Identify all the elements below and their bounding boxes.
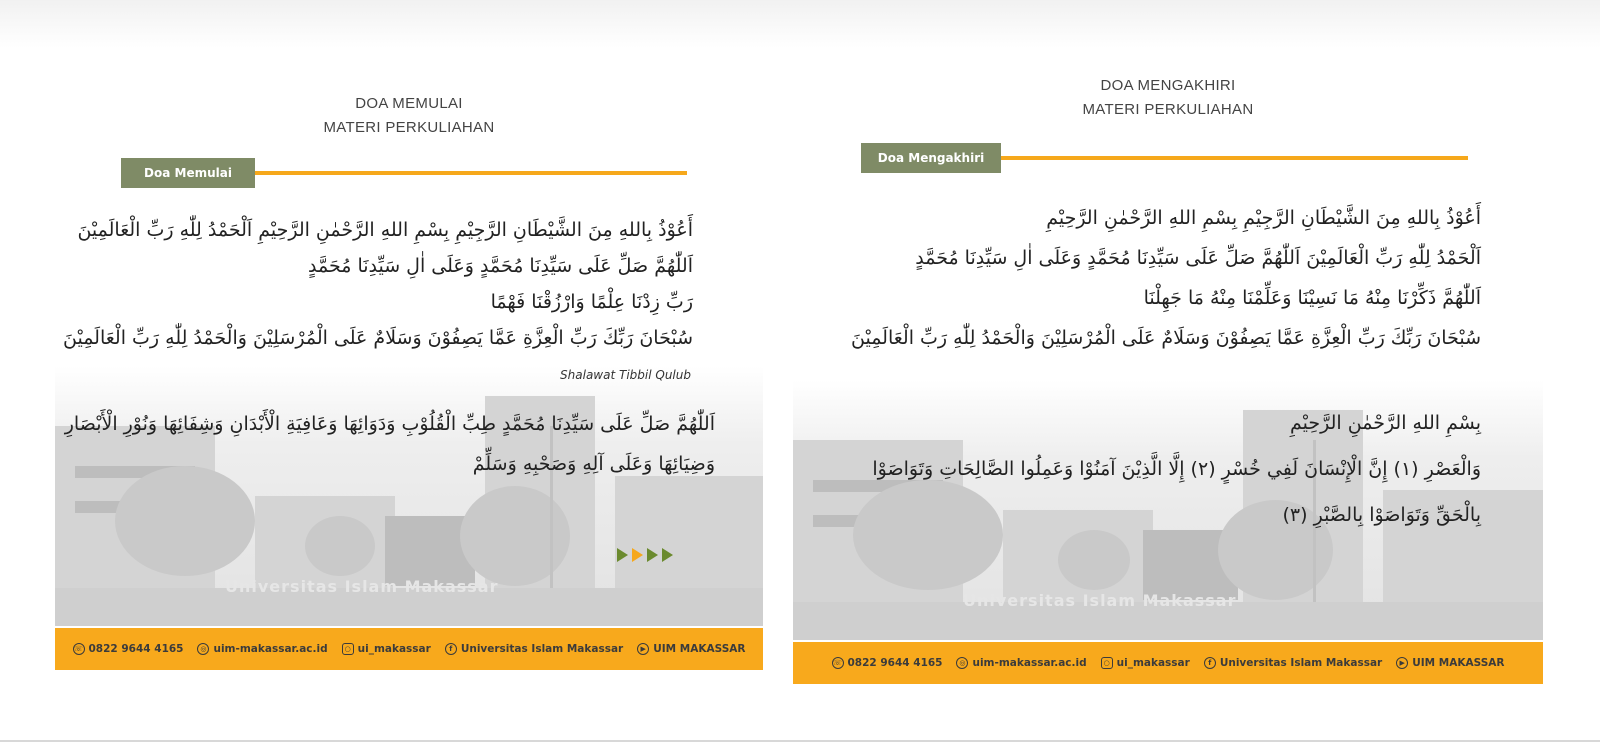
surah-line: وَالْعَصْرِ (١) إِنَّ الْإِنْسَانَ لَفِي خُسْرٍ (٢) إِلَّا الَّذِيْنَ آمَنُوْا وَعَمِلُوا الصَّالِحَاتِ وَتَوَاصَوْا [872,458,1481,480]
bottom-divider [0,740,1600,742]
instagram-text: ui_makassar [1116,657,1190,669]
doa-memulai-text [63,212,693,356]
shalawat-line: وَضِيَائِهَا وَعَلَى آلِهِ وَصَحْبِهِ وَسَلِّمْ [472,453,715,475]
arabic-line: أَعُوْذُ بِاللهِ مِنَ الشَّيْطَانِ الرَّجِيْمِ بِسْمِ اللهِ الرَّحْمٰنِ الرَّحِيْمِ [1046,207,1481,229]
footer-phone[interactable] [73,643,184,655]
arabic-line: اَللّٰهُمَّ صَلِّ عَلَى سَيِّدِنَا مُحَمَّدٍ وَعَلَى اٰلِ سَيِّدِنَا مُحَمَّدٍ [308,255,693,277]
facebook-text: Universitas Islam Makassar [460,643,624,655]
footer-youtube[interactable] [1396,657,1504,669]
page-title [55,92,763,140]
arrow-icon [647,548,658,562]
arrow-icon [632,548,643,562]
arabic-line: سُبْحَانَ رَبِّكَ رَبِّ الْعِزَّةِ عَمَّا يَصِفُوْنَ وَسَلَامٌ عَلَى الْمُرْسَلِيْنَ وَالْحَمْدُ لِلّٰهِ رَبِّ الْعَالَمِيْنَ [63,327,693,349]
title-line-2: MATERI PERKULIAHAN [323,119,495,136]
surah-line: بِسْمِ اللهِ الرَّحْمٰنِ الرَّحِيْمِ [1290,412,1481,434]
arrow-icon [662,548,673,562]
globe-icon: ◎ [197,643,209,655]
shalawat-line: اَللّٰهُمَّ صَلِّ عَلَى سَيِّدِنَا مُحَمَّدٍ طِبِّ الْقُلُوْبِ وَدَوَائِهَا وَعَافِيَةِ الْأَبْدَانِ وَشِفَائِهَا وَنُوْرِ الْأَبْصَارِ [64,413,715,435]
page-title [793,74,1543,122]
doa-memulai-card [55,70,763,670]
instagram-text: ui_makassar [357,643,431,655]
title-line-1: DOA MENGAKHIRI [1100,77,1236,94]
shalawat-subtitle: Shalawat Tibbil Qulub [560,368,691,382]
footer-phone[interactable] [832,657,943,669]
footer-website[interactable] [197,643,327,655]
campus-label: Universitas Islam Makassar [963,591,1237,610]
contact-footer [793,642,1543,684]
doa-mengakhiri-card [793,52,1543,684]
footer-instagram[interactable] [1101,657,1190,669]
arabic-line: اَللّٰهُمَّ ذَكِّرْنَا مِنْهُ مَا نَسِيْنَا وَعَلِّمْنَا مِنْهُ مَا جَهِلْنَا [1143,287,1481,309]
title-line-1: DOA MEMULAI [355,95,463,112]
arabic-line: أَعُوْذُ بِاللهِ مِنَ الشَّيْطَانِ الرَّجِيْمِ بِسْمِ اللهِ الرَّحْمٰنِ الرَّحِيْمِ اَلْحَمْدُ لِلّٰهِ رَبِّ الْعَالَمِيْنَ [77,219,693,241]
website-text: uim-makassar.ac.id [213,643,328,655]
tag-divider-line [245,171,687,175]
instagram-icon: ○ [1101,657,1113,669]
footer-facebook[interactable] [445,643,623,655]
globe-icon: ◎ [956,657,968,669]
top-bar [0,0,1600,48]
phone-text: 0822 9644 4165 [847,657,943,669]
decorative-arrows [617,548,673,562]
youtube-text: UIM MAKASSAR [653,643,746,655]
tag-doa-mengakhiri: Doa Mengakhiri [861,143,1001,173]
contact-footer [55,628,763,670]
arrow-icon [617,548,628,562]
tag-divider-line [988,156,1468,160]
arabic-line: سُبْحَانَ رَبِّكَ رَبِّ الْعِزَّةِ عَمَّا يَصِفُوْنَ وَسَلَامٌ عَلَى الْمُرْسَلِيْنَ وَالْحَمْدُ لِلّٰهِ رَبِّ الْعَالَمِيْنَ [851,327,1481,349]
facebook-icon: f [445,643,457,655]
tag-doa-memulai: Doa Memulai [121,158,255,188]
website-text: uim-makassar.ac.id [972,657,1087,669]
shalawat-text [65,404,715,484]
youtube-text: UIM MAKASSAR [1412,657,1505,669]
doa-mengakhiri-text [851,198,1481,358]
campus-label: Universitas Islam Makassar [225,577,499,596]
surah-line: بِالْحَقِّ وَتَوَاصَوْا بِالصَّبْرِ (٣) [1282,504,1481,526]
arabic-line: رَبِّ زِدْنَا عِلْمًا وَارْزُقْنَا فَهْمًا [490,291,693,313]
instagram-icon: ○ [342,643,354,655]
footer-website[interactable] [956,657,1086,669]
youtube-icon: ▶ [1396,657,1408,669]
surah-al-asr-text [872,400,1481,538]
footer-youtube[interactable] [637,643,745,655]
facebook-icon: f [1204,657,1216,669]
arabic-line: اَلْحَمْدُ لِلّٰهِ رَبِّ الْعَالَمِيْنَ اَللّٰهُمَّ صَلِّ عَلَى سَيِّدِنَا مُحَمَّدٍ وَعَلَى اٰلِ سَيِّدِنَا مُحَمَّدٍ [915,247,1481,269]
footer-instagram[interactable] [342,643,431,655]
facebook-text: Universitas Islam Makassar [1219,657,1383,669]
title-line-2: MATERI PERKULIAHAN [1082,101,1254,118]
footer-facebook[interactable] [1204,657,1382,669]
whatsapp-icon: ☏ [833,659,842,667]
phone-text: 0822 9644 4165 [88,643,184,655]
youtube-icon: ▶ [637,643,649,655]
whatsapp-icon: ☏ [74,645,83,653]
